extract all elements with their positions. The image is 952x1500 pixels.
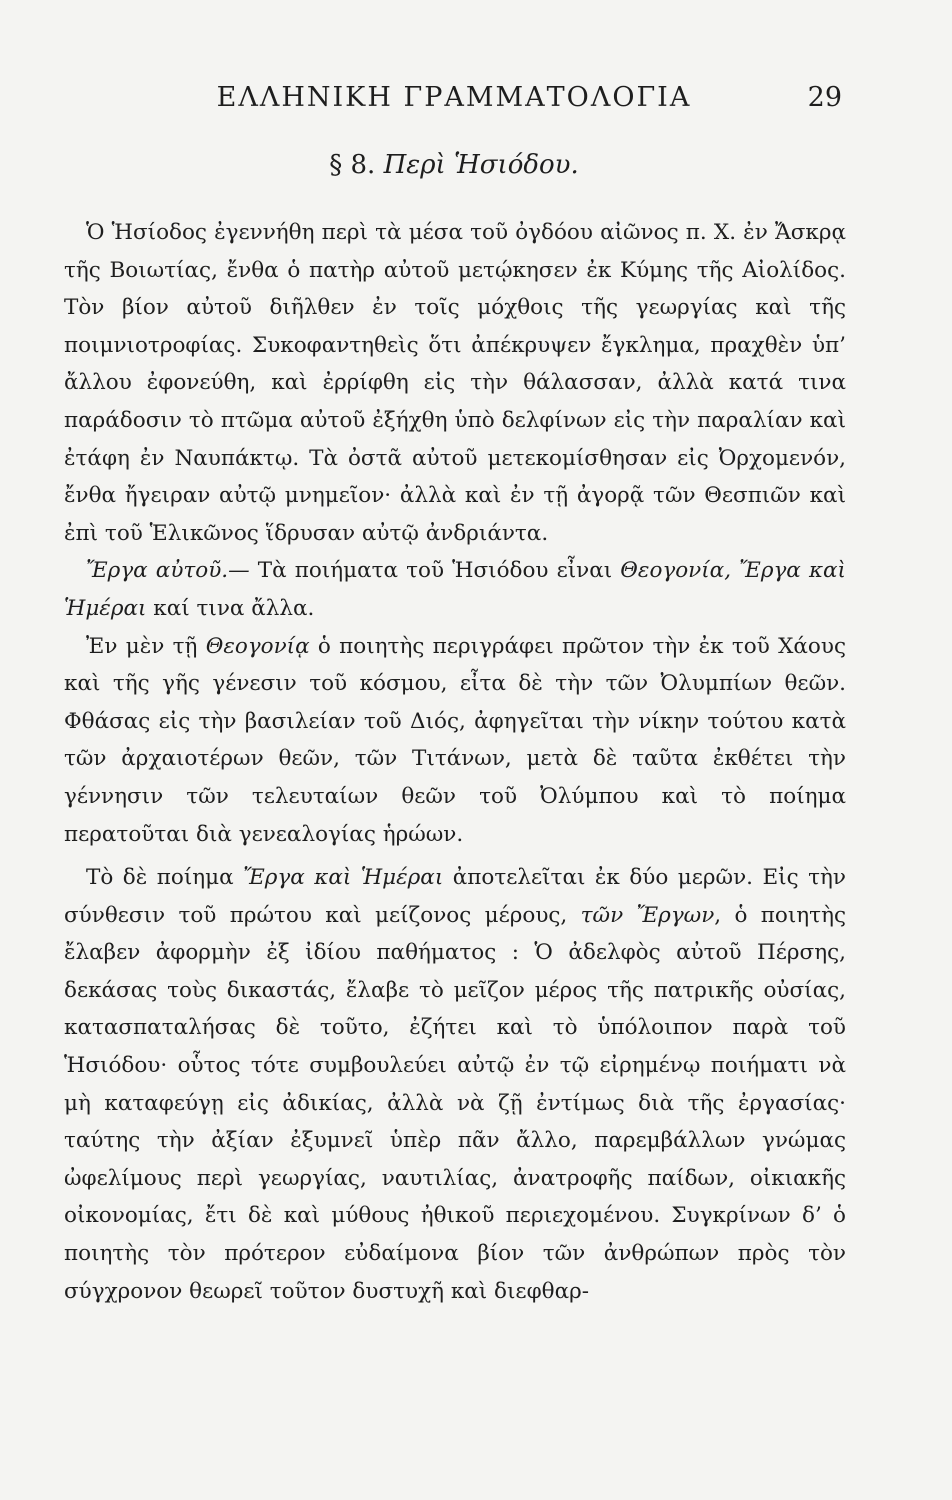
paragraph-text: , ὁ ποιητὴς ἔλαβεν ἀφορμὴν ἐξ ἰδίου παθήματος : Ὁ ἀδελφὸς αὐτοῦ Πέρσης, δεκάσας τοὺς δικαστάς, ἔλαβε τὸ μεῖζον μέρος τῆς πατρικῆς οὐσίας, κατασπαταλήσας δὲ τοῦτο, ἐζήτει καὶ τὸ ὑπόλοιπον παρὰ τοῦ Ἡσιόδου· οὗτος τότε συμβουλεύει αὐτῷ ἐν τῷ εἰρημένῳ ποιήματι νὰ μὴ καταφεύγῃ εἰς ἀδικίας, ἀλλὰ νὰ ζῇ ἐντίμως διὰ τῆς ἐργασίας· ταύτης τὴν ἀξίαν ἐξυμνεῖ ὑπὲρ πᾶν ἄλλο, παρεμβάλλων γνώμας ὠφελίμους περὶ γεωργίας, ναυτιλίας, ἀνατροφῆς παίδων, οἰκιακῆς οἰκονομίας, ἔτι δὲ καὶ μύθους ἠθικοῦ περιεχομένου. Συγκρίνων δ’ ὁ ποιητὴς τὸν πρότερον εὐδαίμονα βίον τῶν ἀνθρώπων πρὸς τὸν σύγχρονον θεωρεῖ τοῦτον δυστυχῆ καὶ διεφθαρ-	[64, 902, 846, 1304]
paragraph-text: ὁ ποιητὴς περιγράφει πρῶτον τὴν ἐκ τοῦ Χάους καὶ τῆς γῆς γένεσιν τοῦ κόσμου, εἶτα δὲ τὴν τῶν Ὀλυμπίων θεῶν. Φθάσας εἰς τὴν βασιλείαν τοῦ Διός, ἀφηγεῖται τὴν νίκην τούτου κατὰ τῶν ἀρχαιοτέρων θεῶν, τῶν Τιτάνων, μετὰ δὲ ταῦτα ἐκθέτει τὴν γέννησιν τῶν τελευταίων θεῶν τοῦ Ὀλύμπου καὶ τὸ ποίημα περατοῦται διὰ γενεαλογίας ἡρώων.	[64, 633, 846, 847]
paragraph-text: Ἐν μὲν τῇ	[86, 633, 206, 659]
paragraph-text: Τὰ ποιήματα τοῦ Ἡσιόδου εἶναι	[249, 558, 621, 584]
section-number: § 8.	[329, 150, 376, 180]
work-title: Θεογονία, Ἔργα καὶ Ἡμέραι	[64, 558, 846, 621]
section-title: Περὶ Ἡσιόδου.	[383, 150, 579, 180]
work-title: τῶν Ἔργων	[580, 902, 715, 928]
running-title: ΕΛΛΗΝΙΚΗ ΓΡΑΜΜΑΤΟΛΟΓΙΑ	[216, 82, 692, 113]
paragraph-lead: Ἔργα αὐτοῦ.—	[86, 558, 250, 584]
body-text	[64, 214, 846, 1310]
paragraph-text: Ὁ Ἡσίοδος ἐγεννήθη περὶ τὰ μέσα τοῦ ὀγδόου αἰῶνος π. Χ. ἐν Ἄσκρᾳ τῆς Βοιωτίας, ἔνθα ὁ πατὴρ αὐτοῦ μετῴκησεν ἐκ Κύμης τῆς Αἰολίδος. Τὸν βίον αὐτοῦ διῆλθεν ἐν τοῖς μόχθοις τῆς γεωργίας καὶ τῆς ποιμνιοτροφίας. Συκοφαντηθεὶς ὅτι ἀπέκρυψεν ἔγκλημα, πραχθὲν ὑπ’ ἄλλου ἐφονεύθη, καὶ ἐρρίφθη εἰς τὴν θάλασσαν, ἀλλὰ κατά τινα παράδοσιν τὸ πτῶμα αὐτοῦ ἐξήχθη ὑπὸ δελφίνων εἰς τὴν παραλίαν καὶ ἐτάφη ἐν Ναυπάκτῳ. Τὰ ὀστᾶ αὐτοῦ μετεκομίσθησαν εἰς Ὀρχομενόν, ἔνθα ἤγειραν αὐτῷ μνημεῖον· ἀλλὰ καὶ ἐν τῇ ἀγορᾷ τῶν Θεσπιῶν καὶ ἐπὶ τοῦ Ἑλικῶνος ἵδρυσαν αὐτῷ ἀνδριάντα.	[64, 220, 846, 546]
work-title: Θεογονίᾳ	[205, 633, 310, 659]
page-number: 29	[807, 82, 842, 113]
paragraph-text: Τὸ δὲ ποίημα	[86, 865, 244, 891]
paragraph-theogony	[64, 628, 846, 854]
paragraph-text: ἀποτελεῖται ἐκ δύο μερῶν. Εἰς τὴν σύνθεσιν τοῦ πρώτου καὶ μείζονος μέρους,	[64, 865, 846, 928]
running-header	[66, 82, 842, 122]
work-title: Ἔργα καὶ Ἡμέραι	[243, 865, 444, 891]
section-heading	[66, 150, 842, 180]
paragraph-works	[64, 552, 846, 627]
paragraph-text: καί τινα ἄλλα.	[146, 595, 315, 621]
paragraph-works-and-days	[64, 859, 846, 1310]
paragraph-biography	[64, 214, 846, 552]
